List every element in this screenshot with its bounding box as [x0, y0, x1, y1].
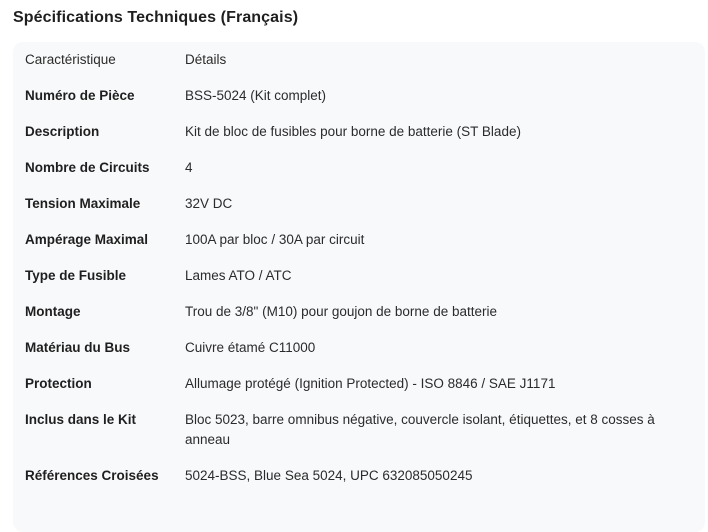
header-value: Détails — [185, 52, 227, 67]
row-key: Tension Maximale — [25, 196, 141, 211]
row-key: Nombre de Circuits — [25, 160, 150, 175]
table-header-row — [25, 42, 700, 78]
row-value: 5024-BSS, Blue Sea 5024, UPC 632085050245 — [185, 468, 473, 483]
row-key: Références Croisées — [25, 468, 159, 483]
row-key: Numéro de Pièce — [25, 88, 135, 103]
specs-table — [25, 42, 700, 494]
header-key: Caractéristique — [25, 52, 116, 67]
specs-table-card — [13, 42, 705, 532]
row-value: Bloc 5023, barre omnibus négative, couvercle isolant, étiquettes, et 8 cosses à anneau — [185, 412, 655, 447]
row-key: Inclus dans le Kit — [25, 412, 137, 427]
row-value: 32V DC — [185, 196, 233, 211]
table-row — [25, 458, 700, 494]
row-value: 100A par bloc / 30A par circuit — [185, 232, 365, 247]
table-row — [25, 258, 700, 294]
table-row — [25, 366, 700, 402]
row-key: Description — [25, 124, 100, 139]
row-key: Type de Fusible — [25, 268, 127, 283]
row-value: Kit de bloc de fusibles pour borne de batterie (ST Blade) — [185, 124, 521, 139]
table-row — [25, 186, 700, 222]
section-title: Spécifications Techniques (Français) — [13, 9, 299, 26]
row-value: Allumage protégé (Ignition Protected) - ISO 8846 / SAE J1171 — [185, 376, 556, 391]
row-key: Matériau du Bus — [25, 340, 131, 355]
table-row — [25, 330, 700, 366]
table-row — [25, 114, 700, 150]
table-row — [25, 78, 700, 114]
row-value: Lames ATO / ATC — [185, 268, 292, 283]
row-value: Trou de 3/8" (M10) pour goujon de borne de batterie — [185, 304, 497, 319]
table-row — [25, 222, 700, 258]
row-value: Cuivre étamé C11000 — [185, 340, 316, 355]
row-value: BSS-5024 (Kit complet) — [185, 88, 327, 103]
row-key: Protection — [25, 376, 92, 391]
table-row — [25, 294, 700, 330]
table-row — [25, 150, 700, 186]
row-value: 4 — [185, 160, 193, 175]
table-row — [25, 402, 700, 458]
row-key: Montage — [25, 304, 81, 319]
row-key: Ampérage Maximal — [25, 232, 149, 247]
